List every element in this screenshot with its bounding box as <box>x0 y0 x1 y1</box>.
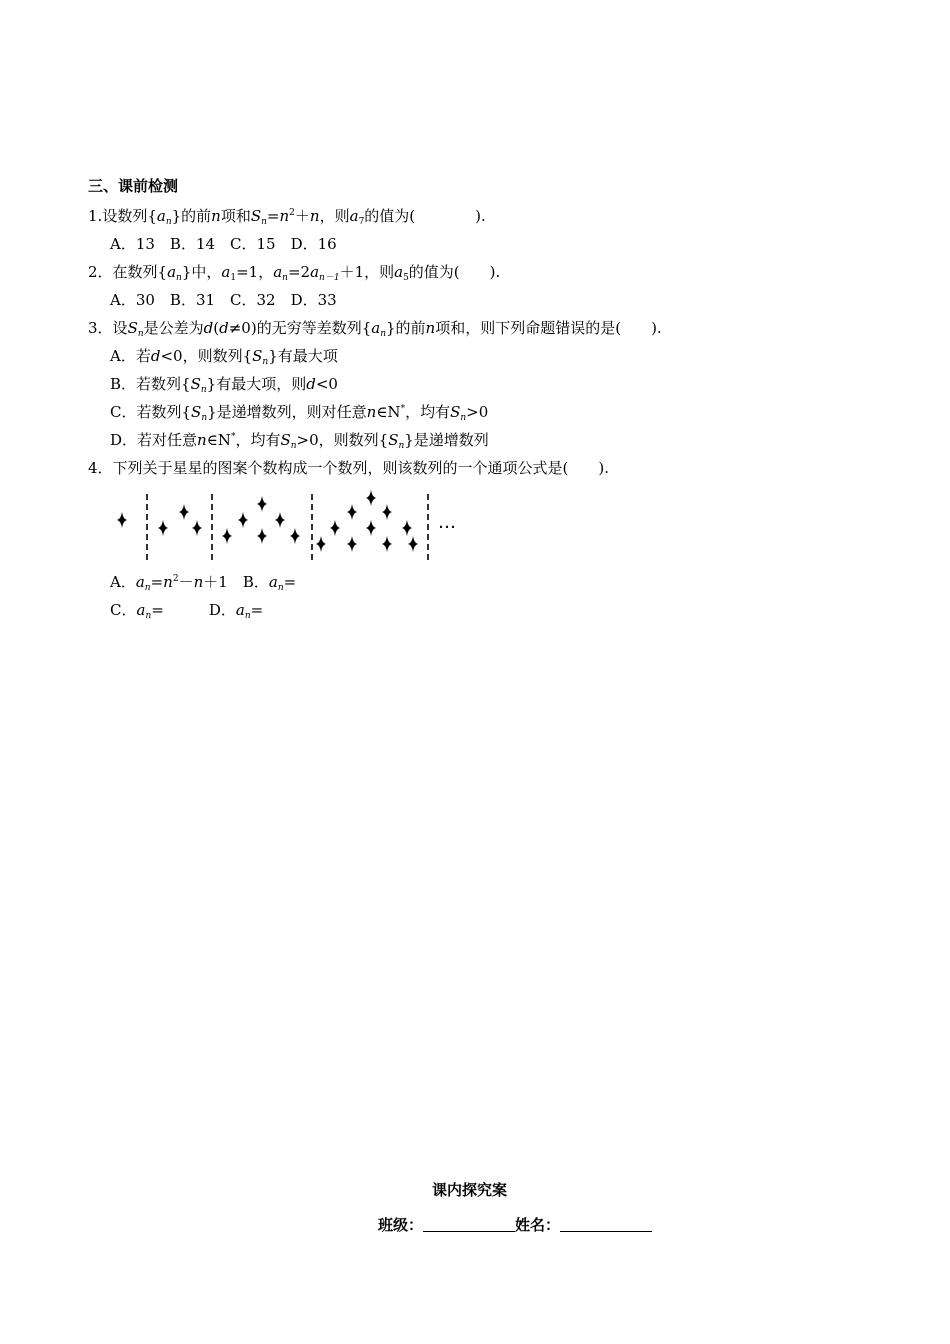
question-3: 3．设$S_n$是公差为d(d≠0)的无穷等差数列$\{a_n\}$的前n项和，则下列命题错误的是( ). <box>88 319 662 339</box>
ellipsis-mark: … <box>438 512 456 533</box>
star-icon <box>117 512 127 528</box>
star-icon <box>158 520 168 536</box>
star-icon <box>275 512 285 528</box>
star-icon <box>222 528 232 544</box>
question-1: 1.设数列$\{a_n\}$的前n项和$S_n=n^2+n$，则$a_7$的值为( ). <box>88 207 486 227</box>
star-icon <box>192 520 202 536</box>
question-3-option-b: B．若数列$\{S_n\}$有最大项，则d<0 <box>110 375 338 395</box>
footer-fields <box>378 1215 652 1235</box>
star-icon <box>382 504 392 520</box>
question-3-option-a: A．若d<0，则数列$\{S_n\}$有最大项 <box>110 347 338 367</box>
star-icon <box>290 528 300 544</box>
question-2: 2．在数列$\{a_n\}$中，$a_1=1$，$a_n=2a_{n-1}+1$，则$a_5$的值为( ). <box>88 263 501 283</box>
star-icon <box>366 520 376 536</box>
question-4-options-ab: A．$a_n=n^2-n+1$ B．$a_n=$ <box>110 573 297 593</box>
question-4: 4．下列关于星星的图案个数构成一个数列，则该数列的一个通项公式是( ). <box>88 459 610 477</box>
star-icon <box>257 528 267 544</box>
question-3-option-d: D．若对任意n∈N*，均有$S_n>0$，则数列$\{S_n\}$是递增数列 <box>110 431 489 451</box>
name-blank[interactable] <box>560 1215 652 1232</box>
name-label: 姓名： <box>515 1216 561 1234</box>
class-label: 班级： <box>378 1216 424 1234</box>
star-icon <box>257 496 267 512</box>
class-blank[interactable] <box>423 1215 515 1232</box>
star-icon <box>408 536 418 552</box>
question-1-options: A．13 B．14 C．15 D．16 <box>110 235 337 253</box>
question-4-options-cd: C．$a_n=$ D．$a_n=$ <box>110 601 264 621</box>
star-icon <box>366 490 376 506</box>
star-icon <box>330 520 340 536</box>
question-2-options: A．30 B．31 C．32 D．33 <box>110 291 337 309</box>
star-pattern-figure <box>108 488 478 570</box>
star-icon <box>179 504 189 520</box>
star-icon <box>316 536 326 552</box>
star-icon <box>347 536 357 552</box>
star-icon <box>238 512 248 528</box>
star-icon <box>347 504 357 520</box>
question-3-option-c: C．若数列$\{S_n\}$是递增数列，则对任意n∈N*，均有$S_n>0$ <box>110 403 489 423</box>
star-icon <box>382 536 392 552</box>
star-icon <box>402 520 412 536</box>
footer-title: 课内探究案 <box>432 1181 508 1199</box>
section-title: 三、课前检测 <box>88 177 179 195</box>
